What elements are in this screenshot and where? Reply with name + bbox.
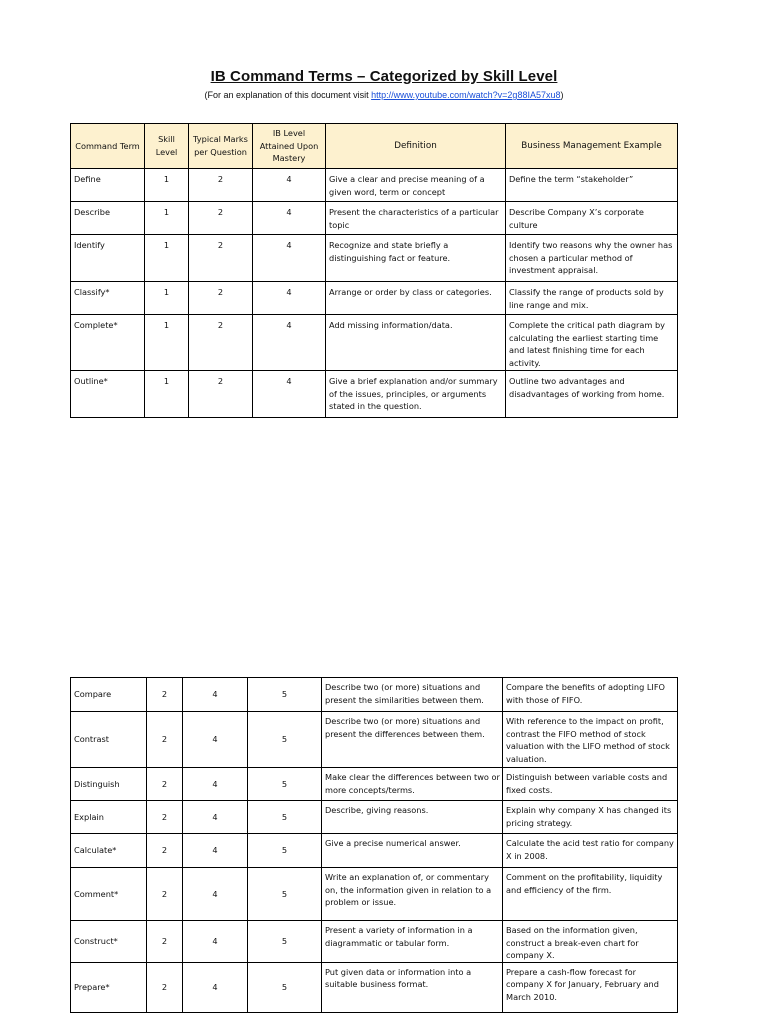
typical-marks-cell: 2	[189, 235, 253, 282]
table-row	[71, 202, 678, 235]
definition-cell: Put given data or information into a suitable business format.	[322, 962, 503, 1012]
table-row	[71, 371, 678, 418]
skill-level-cell: 2	[147, 962, 183, 1012]
header-ib-level: IB Level Attained Upon Mastery	[253, 124, 326, 169]
command-terms-table-skill-2	[70, 677, 678, 1013]
business-example-cell: Classify the range of products sold by line range and mix.	[506, 282, 678, 315]
skill-level-cell: 2	[147, 712, 183, 768]
document-subtitle	[0, 90, 768, 100]
business-example-cell: With reference to the impact on profit, contrast the FIFO method of stock valuation with the LIFO method of stock valuation.	[503, 712, 678, 768]
command-term-cell: Outline*	[71, 371, 145, 418]
business-example-cell: Calculate the acid test ratio for company X in 2008.	[503, 834, 678, 868]
command-term-cell: Classify*	[71, 282, 145, 315]
definition-cell: Arrange or order by class or categories.	[326, 282, 506, 315]
definition-cell: Give a precise numerical answer.	[322, 834, 503, 868]
ib-level-cell: 5	[248, 921, 322, 963]
header-skill-level: Skill Level	[145, 124, 189, 169]
page-title: IB Command Terms – Categorized by Skill Level	[210, 68, 558, 85]
skill-level-cell: 1	[145, 235, 189, 282]
typical-marks-cell: 4	[183, 868, 248, 921]
business-example-cell: Complete the critical path diagram by calculating the earliest starting time and latest finishing time for each activity.	[506, 315, 678, 371]
skill-level-cell: 1	[145, 202, 189, 235]
ib-level-cell: 5	[248, 868, 322, 921]
typical-marks-cell: 2	[189, 282, 253, 315]
definition-cell: Present the characteristics of a particular topic	[326, 202, 506, 235]
definition-cell: Recognize and state briefly a distinguishing fact or feature.	[326, 235, 506, 282]
typical-marks-cell: 4	[183, 712, 248, 768]
table-row	[71, 712, 678, 768]
typical-marks-cell: 2	[189, 169, 253, 202]
table-row	[71, 169, 678, 202]
business-example-cell: Compare the benefits of adopting LIFO with those of FIFO.	[503, 678, 678, 712]
command-term-cell: Comment*	[71, 868, 147, 921]
command-terms-table-skill-1	[70, 123, 678, 418]
ib-level-cell: 5	[248, 834, 322, 868]
ib-level-cell: 4	[253, 202, 326, 235]
typical-marks-cell: 4	[183, 962, 248, 1012]
ib-level-cell: 4	[253, 169, 326, 202]
business-example-cell: Prepare a cash-flow forecast for company X for January, February and March 2010.	[503, 962, 678, 1012]
typical-marks-cell: 4	[183, 678, 248, 712]
skill-level-cell: 2	[147, 834, 183, 868]
command-term-cell: Explain	[71, 801, 147, 834]
skill-level-cell: 1	[145, 282, 189, 315]
business-example-cell: Describe Company X’s corporate culture	[506, 202, 678, 235]
table-header-row	[71, 124, 678, 169]
skill-level-cell: 2	[147, 868, 183, 921]
definition-cell: Give a brief explanation and/or summary of the issues, principles, or arguments stated in the question.	[326, 371, 506, 418]
header-command-term: Command Term	[71, 124, 145, 169]
business-example-cell: Comment on the profitability, liquidity and efficiency of the firm.	[503, 868, 678, 921]
typical-marks-cell: 4	[183, 801, 248, 834]
skill-level-cell: 2	[147, 801, 183, 834]
business-example-cell: Explain why company X has changed its pricing strategy.	[503, 801, 678, 834]
business-example-cell: Identify two reasons why the owner has chosen a particular method of investment appraisal.	[506, 235, 678, 282]
skill-level-cell: 1	[145, 371, 189, 418]
table-row	[71, 768, 678, 801]
definition-cell: Add missing information/data.	[326, 315, 506, 371]
table-row	[71, 834, 678, 868]
business-example-cell: Distinguish between variable costs and fixed costs.	[503, 768, 678, 801]
ib-level-cell: 4	[253, 235, 326, 282]
table-row	[71, 315, 678, 371]
definition-cell: Present a variety of information in a diagrammatic or tabular form.	[322, 921, 503, 963]
subtitle-prefix: (For an explanation of this document visit	[204, 90, 372, 100]
command-term-cell: Construct*	[71, 921, 147, 963]
command-term-cell: Calculate*	[71, 834, 147, 868]
business-example-cell: Outline two advantages and disadvantages of working from home.	[506, 371, 678, 418]
table-row	[71, 282, 678, 315]
typical-marks-cell: 4	[183, 921, 248, 963]
typical-marks-cell: 4	[183, 834, 248, 868]
ib-level-cell: 4	[253, 315, 326, 371]
typical-marks-cell: 4	[183, 768, 248, 801]
skill-level-cell: 2	[147, 921, 183, 963]
table-row	[71, 868, 678, 921]
skill-level-cell: 2	[147, 768, 183, 801]
ib-level-cell: 5	[248, 712, 322, 768]
definition-cell: Describe two (or more) situations and present the differences between them.	[322, 712, 503, 768]
subtitle-suffix: )	[560, 90, 564, 100]
definition-cell: Describe, giving reasons.	[322, 801, 503, 834]
skill-level-cell: 1	[145, 315, 189, 371]
command-term-cell: Prepare*	[71, 962, 147, 1012]
definition-cell: Write an explanation of, or commentary on, the information given in relation to a problem or issue.	[322, 868, 503, 921]
command-term-cell: Identify	[71, 235, 145, 282]
ib-level-cell: 4	[253, 371, 326, 418]
skill-level-cell: 1	[145, 169, 189, 202]
command-term-cell: Describe	[71, 202, 145, 235]
ib-level-cell: 5	[248, 678, 322, 712]
table-row	[71, 678, 678, 712]
typical-marks-cell: 2	[189, 371, 253, 418]
table-row	[71, 962, 678, 1012]
ib-level-cell: 5	[248, 768, 322, 801]
ib-level-cell: 5	[248, 962, 322, 1012]
youtube-link[interactable]: http://www.youtube.com/watch?v=2g88IA57xu8	[371, 90, 561, 100]
definition-cell: Make clear the differences between two or more concepts/terms.	[322, 768, 503, 801]
command-term-cell: Compare	[71, 678, 147, 712]
ib-level-cell: 5	[248, 801, 322, 834]
header-business-example: Business Management Example	[506, 124, 678, 169]
header-definition: Definition	[326, 124, 506, 169]
command-term-cell: Define	[71, 169, 145, 202]
table-row	[71, 921, 678, 963]
business-example-cell: Define the term “stakeholder”	[506, 169, 678, 202]
business-example-cell: Based on the information given, construct a break-even chart for company X.	[503, 921, 678, 963]
typical-marks-cell: 2	[189, 315, 253, 371]
definition-cell: Describe two (or more) situations and present the similarities between them.	[322, 678, 503, 712]
skill-level-cell: 2	[147, 678, 183, 712]
ib-level-cell: 4	[253, 282, 326, 315]
header-typical-marks: Typical Marks per Question	[189, 124, 253, 169]
table-row	[71, 235, 678, 282]
definition-cell: Give a clear and precise meaning of a given word, term or concept	[326, 169, 506, 202]
command-term-cell: Complete*	[71, 315, 145, 371]
table-row	[71, 801, 678, 834]
command-term-cell: Distinguish	[71, 768, 147, 801]
typical-marks-cell: 2	[189, 202, 253, 235]
command-term-cell: Contrast	[71, 712, 147, 768]
